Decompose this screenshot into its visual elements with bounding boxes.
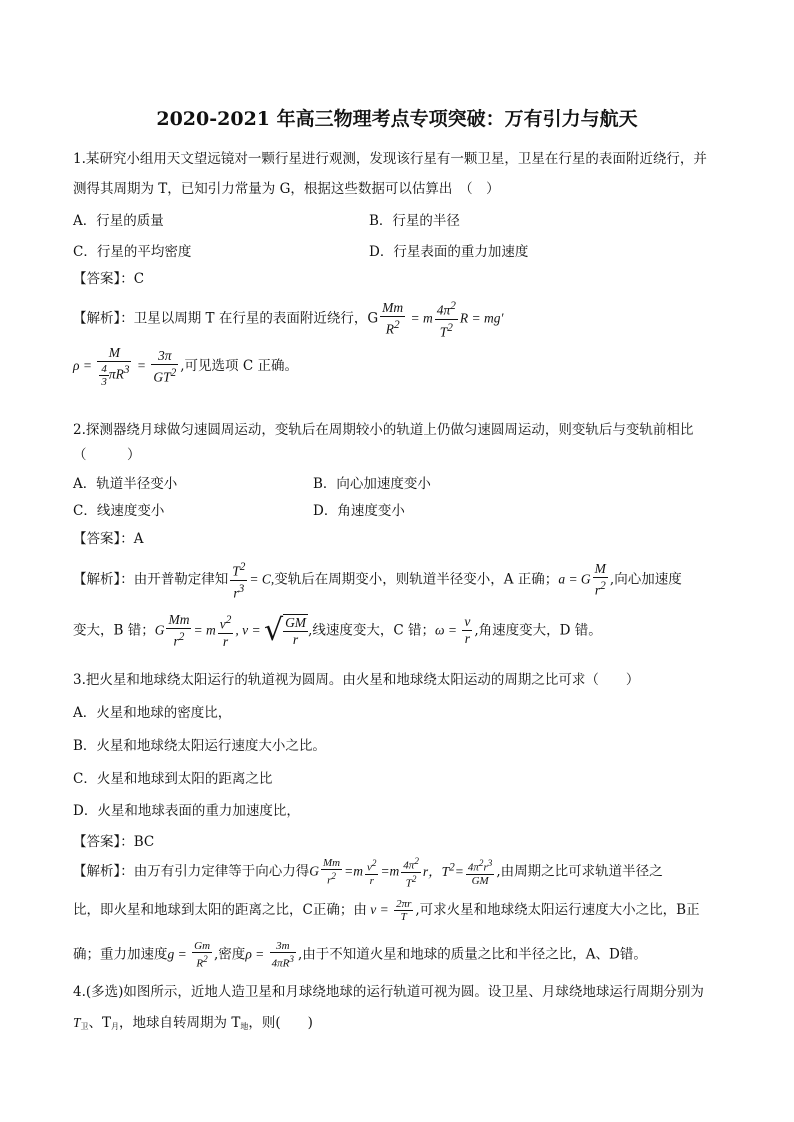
q2-analysis-accel-text: ,向心加速度 xyxy=(609,571,682,588)
q4-t-earth: ，地球自转周期为 T xyxy=(119,1015,241,1031)
q3-analysis-line3: 确；重力加速度g = $\frac{Gm}{R^2}$ ,密度ρ = $\frac{3m}{4\pi R^3}$ ,由于不知道火星和地球的质量之比和半径之比，A、D错。 xyxy=(73,940,647,970)
q3-formula-velocity: $\frac{v^2}{r}$ xyxy=(366,858,377,887)
q2-option-b: B．向心加速度变小 xyxy=(313,476,431,492)
q2-analysis-c-wrong: ,线速度变大，C 错； xyxy=(308,622,435,639)
page-title: 2020-2021 年高三物理考点专项突破：万有引力与航天 xyxy=(156,108,638,130)
q3-option-b: B．火星和地球绕太阳运行速度大小之比。 xyxy=(73,738,326,754)
q4-sub-earth: 地 xyxy=(240,1022,249,1031)
q1-option-a: A．行星的质量 xyxy=(73,213,164,229)
q3-formula-rho: $\frac{3m}{4\pi R^3}$ xyxy=(271,940,294,970)
q2-formula-sqrt: √ $\frac{GM}{r}$ xyxy=(263,612,307,648)
q2-answer: 【答案】：A xyxy=(73,531,144,547)
q1-option-c: C．行星的平均密度 xyxy=(73,244,192,260)
q3-analysis-distance: 比，即火星和地球到太阳的距离之比，C正确；由 xyxy=(73,902,367,918)
q1-formula-density: M $\frac{4}{3}$ $\pi R^3$ xyxy=(97,345,131,388)
q2-analysis-line2: 变大，B 错；G $\frac{Mm}{r^2}$ = m $\frac{v^2}{r}$ , v = √ $\frac{GM}{r}$ ,线速度变大，C 错；ω = $\frac{v}{r}$ ,角速度变大，D 错。 xyxy=(73,612,602,649)
q1-option-b: B．行星的半径 xyxy=(369,213,460,229)
q4-sub-satellite: 卫 xyxy=(80,1022,89,1031)
q3-formula-speed: $\frac{2\pi r}{T}$ xyxy=(396,898,412,923)
q1-analysis-line2: ρ = M $\frac{4}{3}$ $\pi R^3$ = $\frac{3\pi}{GT^2}$ ,可见选项 C 正确。 xyxy=(73,345,298,388)
q1-formula-centripetal: $\frac{4\pi^2}{T^2}$ xyxy=(436,300,456,339)
q3-formula-t-squared: $\frac{4\pi^2r^3}{GM}$ xyxy=(467,858,493,887)
q2-formula-omega: $\frac{v}{r}$ xyxy=(464,614,471,647)
q4-t-moon: 、T xyxy=(88,1015,112,1031)
q2-formula-kepler: $\frac{T^2}{r^3}$ xyxy=(232,561,246,600)
q3-stem: 3.把火星和地球绕太阳运行的轨道视为圆周。由火星和地球绕太阳运动的周期之比可求（ ） xyxy=(73,672,640,688)
q1-formula-gravity: $\frac{Mm}{R^2}$ xyxy=(382,300,404,337)
q1-option-d: D．行星表面的重力加速度 xyxy=(369,244,529,260)
q2-formula-acceleration: $\frac{M}{r^2}$ xyxy=(594,561,606,598)
q3-option-c: C．火星和地球到太阳的距离之比 xyxy=(73,771,273,787)
q3-analysis-line2: 比，即火星和地球到太阳的距离之比，C正确；由 v = $\frac{2\pi r}{T}$ ,可求火星和地球绕太阳运行速度大小之比，B正 xyxy=(73,898,700,923)
q3-formula-gravity: $\frac{Mm}{r^2}$ xyxy=(323,857,341,887)
q2-option-a: A．轨道半径变小 xyxy=(73,476,178,492)
q2-stem-line1: 2.探测器绕月球做匀速圆周运动，变轨后在周期较小的轨道上仍做匀速圆周运动，则变轨后与变轨前相比 xyxy=(73,422,694,438)
q1-analysis-conclusion: ,可见选项 C 正确。 xyxy=(180,357,298,374)
q3-analysis-gravity-accel: 确；重力加速度 xyxy=(73,946,168,963)
q4-t-satellite: T xyxy=(73,1015,81,1030)
q4-stem-end: ，则( ) xyxy=(248,1015,313,1031)
q3-option-a: A．火星和地球的密度比， xyxy=(73,705,232,721)
q2-analysis-b-wrong: 变大，B 错； xyxy=(73,622,155,639)
q2-option-c: C．线速度变小 xyxy=(73,503,165,519)
q1-stem-line1: 1.某研究小组用天文望远镜对一颗行星进行观测，发现该行星有一颗卫星，卫星在行星的表面附近绕行，并 xyxy=(73,151,707,167)
q3-answer: 【答案】：BC xyxy=(73,834,155,850)
q1-analysis-line1: 【解析】：卫星以周期 T 在行星的表面附近绕行，G $\frac{Mm}{R^2}$ = m $\frac{4\pi^2}{T^2}$ R = mg′ xyxy=(73,300,504,339)
q3-analysis-line1: 【解析】：由万有引力定律等于向心力得G $\frac{Mm}{r^2}$ =m $\frac{v^2}{r}$ =m $\frac{4\pi^2}{T^2}$ r，$T^2=$ $\frac{4\pi^2r^3}{GM}$ ,由周期之比可求轨道半径之 xyxy=(73,856,663,890)
q1-analysis-text: 【解析】：卫星以周期 T 在行星的表面附近绕行，G xyxy=(73,310,379,327)
q2-analysis-line1: 【解析】：由开普勒定律知 $\frac{T^2}{r^3}$ = C,变轨后在周期变小，则轨道半径变小，A 正确；a = G $\frac{M}{r^2}$ ,向心加速度 xyxy=(73,561,682,600)
q2-analysis-radius: 变轨后在周期变小，则轨道半径变小，A 正确； xyxy=(274,571,559,588)
q3-analysis-speed: ,可求火星和地球绕太阳运行速度大小之比，B正 xyxy=(415,902,700,918)
q2-stem-line2: （ ） xyxy=(73,447,141,463)
q2-analysis-d-wrong: ,角速度变大，D 错。 xyxy=(474,622,602,639)
q4-sub-moon: 月 xyxy=(111,1022,120,1031)
q3-analysis-intro: 【解析】：由万有引力定律等于向心力得 xyxy=(73,863,310,880)
q3-formula-g: $\frac{Gm}{R^2}$ xyxy=(194,940,211,970)
q4-stem-line2 xyxy=(73,1011,313,1032)
q2-option-d: D．角速度变小 xyxy=(313,503,405,519)
q1-answer: 【答案】：C xyxy=(73,271,145,287)
q1-formula-density-result: $\frac{3\pi}{GT^2}$ xyxy=(153,347,177,385)
q4-stem-line1: 4.(多选)如图所示，近地人造卫星和月球绕地球的运行轨道可视为圆。设卫星、月球绕地球运行周期分别为 xyxy=(73,984,704,1000)
q3-formula-period: $\frac{4\pi^2}{T^2}$ xyxy=(403,856,419,890)
q3-analysis-radius: ,由周期之比可求轨道半径之 xyxy=(496,863,663,880)
q2-formula-gravity: $\frac{Mm}{r^2}$ xyxy=(168,612,190,649)
q2-formula-velocity: $\frac{v^2}{r}$ xyxy=(219,614,232,649)
q3-analysis-density-label: ,密度 xyxy=(214,946,246,963)
q2-analysis-intro: 【解析】：由开普勒定律知 xyxy=(73,571,229,588)
q1-stem-line2: 测得其周期为 T，已知引力常量为 G，根据这些数据可以估算出 （ ） xyxy=(73,181,500,197)
q3-option-d: D．火星和地球表面的重力加速度比， xyxy=(73,803,300,819)
q3-analysis-conclusion: ,由于不知道火星和地球的质量之比和半径之比，A、D错。 xyxy=(297,946,647,963)
